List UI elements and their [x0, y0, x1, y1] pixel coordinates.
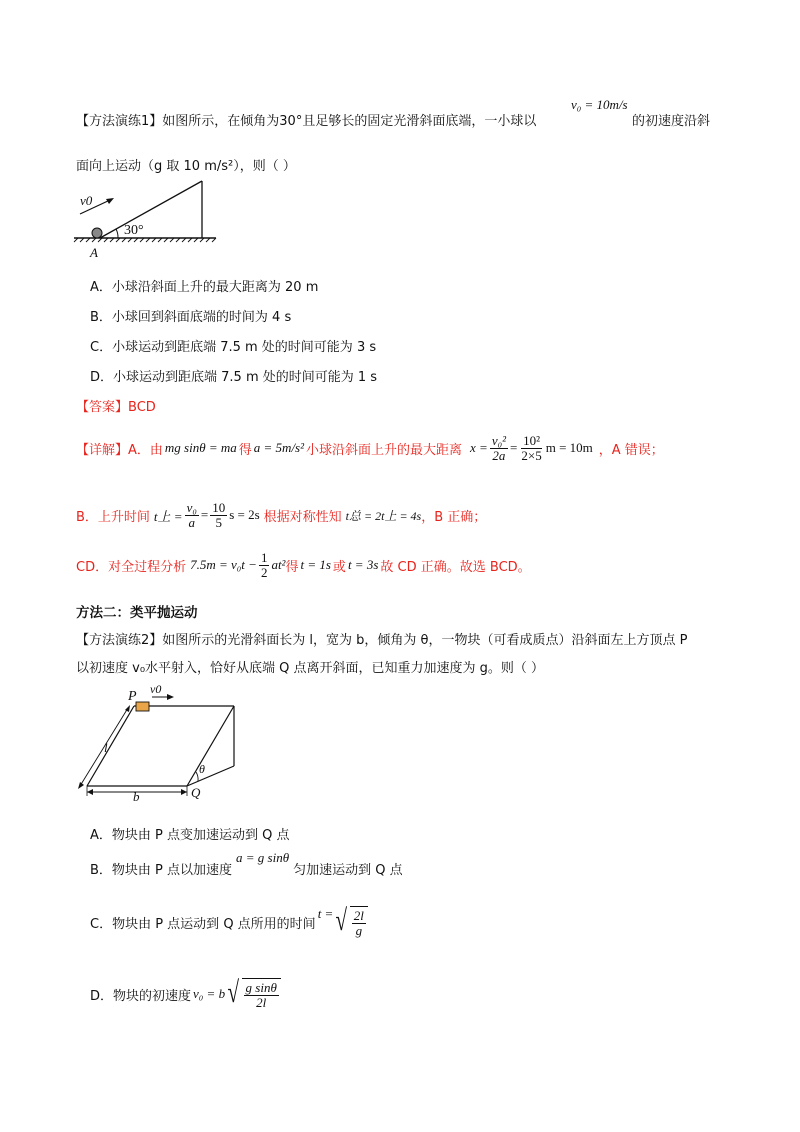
- eq-t-3s: t = 3s: [347, 557, 379, 572]
- q2-option-b: B．物块由 P 点以加速度 a = g sinθ 匀加速运动到 Q 点: [90, 850, 403, 878]
- answer-label: 【答案】BCD: [76, 400, 156, 415]
- sqrt-2l-over-g: √ $\frac{2l}{g}$: [333, 906, 368, 938]
- frac-100-10: $\frac{\text{10²}}{2\times 5}$: [521, 432, 542, 463]
- eq-t-up: t上 =: [153, 508, 183, 524]
- eq-displacement: 7.5m = v₀t −: [190, 557, 257, 572]
- q2-option-a: A．物块由 P 点变加速运动到 Q 点: [90, 828, 290, 843]
- q1-v0-formula: v₀ = 10m/s: [571, 97, 628, 112]
- frac-half: $\frac{1}{2}$: [260, 549, 268, 580]
- detail-line-cd: CD．对全过程分析 7.5m = v₀t − $\frac{1}{2}$ at² 得 t = 1s 或 t = 3s 故 CD 正确。故选 BCD。: [76, 549, 531, 580]
- eq-v0-lhs: v₀ = b: [193, 986, 226, 1001]
- slope-Q-label: Q: [191, 785, 201, 800]
- eq-x-lhs: x =: [470, 440, 488, 455]
- slope-P-label: P: [128, 689, 137, 704]
- eq-t-total: t总 = 2t上 = 4s: [345, 508, 422, 523]
- eq-t-1s: t = 1s: [300, 557, 331, 572]
- slope-l-label: l: [104, 740, 108, 755]
- eq-t-lhs: t =: [317, 906, 334, 921]
- incline-angle-label: 30°: [124, 223, 144, 238]
- detail-line-a: 【详解】A．由 mg sinθ = ma 得 a = 5m/s² 小球沿斜面上升的最大距离 x = $\frac{\text{v₀²}}{2a}$ = $\frac{\text{10²}}{2\times 5}$ m = 10m ，A 错误；: [76, 432, 664, 463]
- q2-line1: 【方法演练2】如图所示的光滑斜面长为 l，宽为 b，倾角为 θ，一物块（可看成质点）沿斜面左上方顶点 P: [76, 633, 688, 648]
- q1-line1-text-a: 【方法演练1】如图所示，在倾角为30°且足够长的固定光滑斜面底端，一小球以: [76, 114, 537, 129]
- radical-sign: √: [335, 904, 348, 937]
- eq-a-gsin: a = g sinθ: [236, 850, 290, 865]
- sqrt-gsin-over-2l: √ $\frac{\text{g sinθ}}{2l}$: [225, 978, 281, 1010]
- q2-option-c: C．物块由 P 点运动到 Q 点所用的时间 t = √ $\frac{2l}{g}$: [90, 900, 368, 944]
- q1-option-b: B．小球回到斜面底端的时间为 4 s: [90, 310, 292, 325]
- eq-a-value: a = 5m/s²: [253, 440, 305, 455]
- q1-option-d: D．小球运动到距底端 7.5 m 处的时间可能为 1 s: [90, 370, 378, 385]
- q1-line2: 面向上运动（g 取 10 m/s²），则（ ）: [76, 159, 296, 174]
- slope-theta-label: θ: [199, 762, 205, 776]
- incline-v0-label: v0: [80, 193, 93, 208]
- detail-line-b: B．上升时间 t上 = $\frac{\text{v₀}}{a}$ = $\frac{10}{5}$ s = 2s 根据对称性知 t总 = 2t上 = 4s ，B 正确；: [76, 499, 487, 530]
- frac-10-5: $\frac{10}{5}$: [212, 499, 226, 530]
- q2-line2: 以初速度 v₀水平射入，恰好从底端 Q 点离开斜面，已知重力加速度为 g。则（ ）: [76, 661, 545, 676]
- q2-option-d: D．物块的初速度 v₀ = b √ $\frac{\text{g sinθ}}{2l}$: [90, 972, 281, 1016]
- frac-v0sq-2a: $\frac{\text{v₀²}}{2a}$: [491, 432, 507, 463]
- slope-b-label: b: [133, 789, 140, 804]
- slope-v0-label: v0: [150, 682, 162, 696]
- radical-sign: √: [227, 976, 240, 1009]
- method2-heading: 方法二：类平抛运动: [76, 605, 198, 621]
- eq-t-up-result: s = 2s: [229, 507, 260, 522]
- q1-option-a: A．小球沿斜面上升的最大距离为 20 m: [90, 280, 319, 295]
- eq-mg-sin: mg sinθ = ma: [164, 440, 237, 455]
- eq-x-result: m = 10m: [545, 440, 593, 455]
- q1-line1-tail: 的初速度沿斜: [632, 114, 711, 129]
- incline-A-label: A: [90, 245, 98, 260]
- q1-line1: [76, 110, 536, 129]
- slope-figure: [70, 680, 250, 802]
- q1-option-c: C．小球运动到距底端 7.5 m 处的时间可能为 3 s: [90, 340, 377, 355]
- frac-v0-a: $\frac{\text{v₀}}{a}$: [186, 499, 197, 530]
